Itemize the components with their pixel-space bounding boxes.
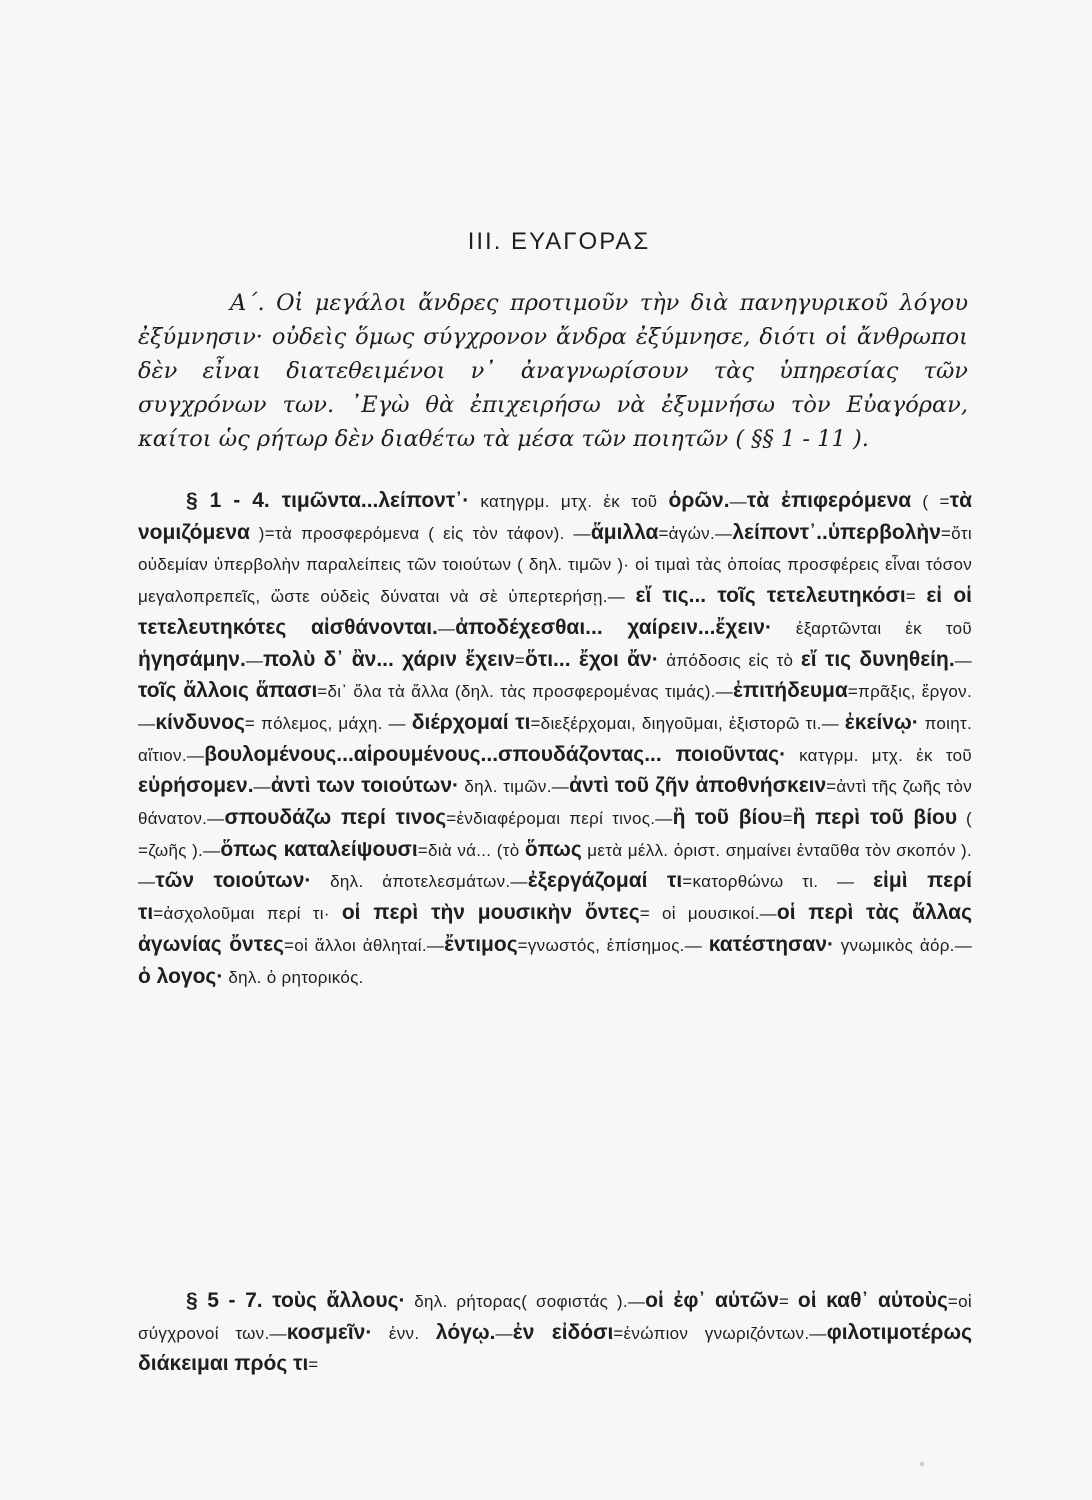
chapter-summary: Α΄. Οἱ μεγάλοι ἄνδρες προτιμοῦν τὴν διὰ πανηγυρικοῦ λόγου ἐξύμνησιν· οὐδεὶς ὅμως σύγχρονον ἄνδρα ἐξύμνησε, διότι οἱ ἄνθρωποι δὲν εἶναι διατεθειμένοι ν᾿ ἀναγνωρίσουν τὰς ὑπηρεσίας τῶν συγχρόνων των. ᾿Εγὼ θὰ ἐπιχειρήσω νὰ ἐξυμνήσω τὸν Εὐαγόραν, καίτοι ὡς ρήτωρ δὲν διαθέτω τὰ μέσα τῶν ποιητῶν ( §§ 1 - 11 ). [138, 290, 968, 452]
lemma-term: οἱ περὶ τὰς ἄλλας ἀγωνίας ὄντες [138, 901, 972, 956]
lemma-term: ὅπως [524, 837, 582, 861]
gloss-text: δηλ. ἀποτελεσμάτων.— [311, 872, 528, 892]
lemma-term: τοῖς ἄλλοις ἅπασι [138, 679, 318, 703]
lemma-term: διέρχομαί τι [411, 710, 531, 734]
gloss-text: =δι᾿ ὅλα τὰ ἄλλα (δηλ. τὰς προσφερομένας τιμάς).— [317, 682, 734, 702]
gloss-text: =ἐνδιαφέρομαι περί τινος.— [446, 809, 673, 829]
lemma-term: κατέστησαν· [708, 932, 835, 956]
lemma-term: ἔντιμος [444, 932, 518, 956]
gloss-text: = [905, 587, 927, 607]
lemma-term: ἐξεργάζομαί τι [527, 869, 683, 893]
gloss-text: ( =ζωῆς ).— [138, 809, 972, 860]
commentary-paragraph-1 [138, 486, 972, 993]
gloss-text: κατγρμ. μτχ. ἐκ τοῦ [786, 745, 972, 765]
lemma-term: εἴ τις δυνηθείη. [800, 647, 955, 671]
lemma-term: ὅτι... ἔχοι ἄν· [525, 647, 659, 671]
gloss-text: δηλ. τιμῶν.— [459, 777, 570, 797]
gloss-text: — [954, 650, 972, 670]
gloss-text: =κατορθώνω τι. — [682, 872, 874, 892]
gloss-text: — [437, 618, 456, 638]
lemma-term: ἢ τοῦ βίου [672, 806, 783, 830]
lemma-term: εἴ τις... τοῖς τετελευτηκόσι [635, 584, 906, 608]
lemma-term: φιλοτιμοτέρως διάκειμαι πρός τι [138, 1320, 973, 1376]
gloss-text: — [245, 650, 264, 670]
gloss-text: — [495, 1323, 513, 1343]
lemma-term: ὅπως καταλείψουσι [220, 837, 418, 861]
gloss-text: )=τὰ προσφερόμενα ( εἰς τὸν τάφον). — [249, 523, 591, 543]
gloss-text: μετὰ μέλλ. ὁριστ. σημαίνει ἐνταῦθα τὸν σκοπόν ).— [138, 840, 972, 892]
lemma-term: ἀποδέχεσθαι... χαίρειν...ἔχειν· [455, 615, 772, 639]
gloss-text: ἐξαρτῶνται ἐκ τοῦ [771, 618, 972, 638]
gloss-text: = [782, 809, 793, 829]
lemma-term: εὑρήσομεν. [138, 774, 254, 798]
lemma-term: ἢ περὶ τοῦ βίου [792, 806, 958, 830]
chapter-title: ΙΙΙ. ΕΥΑΓΟΡΑΣ [467, 228, 651, 255]
lemma-term: ἡγησάμην. [138, 647, 246, 671]
gloss-text: =ἐνώπιον γνωριζόντων.— [613, 1323, 827, 1343]
lemma-term: οἱ ἐφ᾿ αὑτῶν [645, 1289, 779, 1312]
lemma-term: λείποντ᾿..ὑπερβολὴν [732, 520, 941, 544]
gloss-text: — [729, 492, 747, 511]
lemma-term: ὁρῶν. [668, 489, 730, 512]
lemma-term: οἱ περὶ τὴν μουσικὴν ὄντες [341, 901, 640, 925]
gloss-text: =ἀντὶ τῆς ζωῆς τὸν θάνατον.— [138, 777, 972, 829]
gloss-text: =οἱ ἄλλοι ἀθληταί.— [283, 935, 445, 955]
gloss-text: =ὅτι οὐδεμίαν ὑπερβολὴν παραλείπεις τῶν τοιούτων ( δηλ. τιμῶν )· οἱ τιμαὶ τὰς ὁποίας προσφέρεις εἶναι τόσον μεγαλοπρεπεῖς, ὥστε οὐδεὶς δύναται νὰ σὲ ὑπερτερήσῃ.— [138, 523, 972, 607]
gloss-text: = [778, 1292, 798, 1311]
gloss-text: =διεξέρχομαι, διηγοῦμαι, ἐξιστορῶ τι.— [530, 713, 845, 733]
lemma-term: οἱ καθ᾿ αὑτοὺς [797, 1289, 948, 1312]
lemma-term: λόγῳ. [435, 1320, 496, 1344]
gloss-text: δηλ. ὁ ρητορικός. [223, 967, 364, 987]
gloss-text: = [308, 1355, 319, 1375]
lemma-term: βουλομένους...αἱρουμένους...σπουδάζοντας... ποιοῦντας· [204, 742, 787, 766]
gloss-text: γνωμικὸς ἀόρ.— [834, 935, 972, 955]
gloss-text: =ἀσχολοῦμαι περί τι· [153, 904, 342, 924]
lemma-term: ἐπιτήδευμα [733, 679, 848, 703]
lemma-term: εἰμὶ περί τι [138, 869, 972, 925]
gloss-text: =διὰ νά... (τὸ [417, 840, 525, 860]
lemma-term: τῶν τοιούτων· [155, 869, 312, 893]
book-page [138, 0, 980, 1500]
lemma-term: § 1 - 4. τιμῶντα...λείποντ᾿· [186, 489, 470, 512]
gloss-text: ἀπόδοσις εἰς τὸ [658, 650, 801, 670]
gloss-text: ( = [911, 492, 950, 511]
gloss-text: κατηγρμ. μτχ. ἐκ τοῦ [469, 492, 669, 511]
gloss-text: =πρᾶξις, ἔργον.— [138, 682, 972, 733]
lemma-term: τὰ νομιζόμενα [138, 489, 973, 544]
page-speck [920, 1462, 924, 1466]
lemma-term: ἐκείνῳ· [844, 710, 919, 734]
gloss-text: δηλ. ρήτορας( σοφιστάς ).— [405, 1292, 646, 1311]
gloss-text: ἐνν. [372, 1323, 436, 1343]
lemma-term: κίνδυνος [155, 710, 245, 734]
gloss-text: — [253, 777, 271, 797]
gloss-text: = [514, 650, 525, 670]
lemma-term: ἐν εἰδόσι [512, 1320, 614, 1344]
lemma-term: ἀντὶ των τοιούτων· [270, 774, 459, 798]
lemma-term: κοσμεῖν· [286, 1320, 373, 1344]
gloss-text: =ἀγών.— [658, 523, 733, 543]
lemma-term: εἰ οἱ τετελευτηκότες αἰσθάνονται. [138, 584, 972, 639]
gloss-text: = οἱ μουσικοί.— [639, 904, 777, 924]
lemma-term: σπουδάζω περί τινος [224, 806, 447, 830]
gloss-text: = πόλεμος, μάχη. — [244, 713, 412, 733]
lemma-term: § 5 - 7. τοὺς ἄλλους· [186, 1289, 406, 1312]
commentary-paragraph-2 [138, 1286, 972, 1381]
lemma-term: ἀντὶ τοῦ ζῆν ἀποθνήσκειν [569, 774, 827, 798]
lemma-term: ἅμιλλα [590, 520, 659, 544]
lemma-term: ὁ λογος· [138, 964, 224, 988]
lemma-term: πολὺ δ᾿ ἂν... χάριν ἔχειν [263, 647, 515, 671]
gloss-text: ποιητ. αἴτιον.— [138, 713, 972, 765]
gloss-text: =οἱ σύγχρονοί των.— [138, 1292, 972, 1343]
gloss-text: =γνωστός, ἐπίσημος.— [517, 935, 709, 955]
lemma-term: τὰ ἐπιφερόμενα [746, 489, 912, 512]
